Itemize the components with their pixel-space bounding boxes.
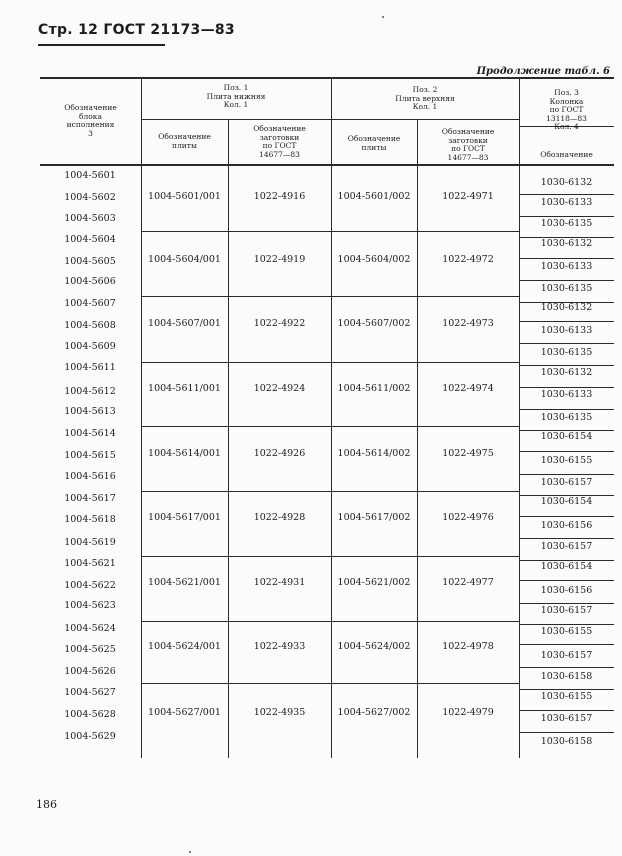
table-top-rule bbox=[40, 77, 614, 79]
data-table bbox=[40, 77, 616, 759]
upper-plate-designation: 1004-5624/002 bbox=[337, 641, 411, 652]
upper-plate-designation: 1004-5607/002 bbox=[337, 318, 411, 329]
column-designation: 1030-6158 bbox=[540, 736, 593, 747]
column-designation: 1030-6155 bbox=[540, 626, 593, 637]
column-cell-rule bbox=[519, 474, 614, 475]
lower-blank-designation: 1022-4919 bbox=[253, 254, 306, 265]
header-rule bbox=[38, 44, 165, 46]
column-cell-rule bbox=[519, 667, 614, 668]
group-rule bbox=[141, 683, 519, 684]
block-column-header-line: Обозначение bbox=[64, 103, 117, 112]
block-designation: 1004-5621 bbox=[64, 558, 116, 569]
group-rule bbox=[141, 621, 519, 622]
block-column-header bbox=[40, 104, 141, 138]
upper-blank-header bbox=[417, 128, 519, 162]
upper-blank-designation: 1022-4978 bbox=[442, 641, 494, 652]
page-number: 186 bbox=[36, 798, 57, 811]
pos2-header bbox=[331, 86, 519, 112]
upper-plate-designation: 1004-5617/002 bbox=[337, 512, 411, 523]
column-cell-rule bbox=[519, 409, 614, 410]
lower-blank-header-line: Обозначение bbox=[253, 124, 306, 133]
pos2-header-line: Плита верхняя bbox=[395, 93, 455, 103]
lower-blank-designation: 1022-4926 bbox=[253, 448, 306, 459]
column-designation: 1030-6135 bbox=[540, 283, 593, 294]
block-designation: 1004-5611 bbox=[64, 362, 116, 373]
column-designation: 1030-6156 bbox=[540, 585, 593, 596]
pos3-header-line: 13118—83 bbox=[546, 113, 587, 123]
lower-plate-designation: 1004-5607/001 bbox=[148, 318, 221, 329]
column-designation-header-line: Обозначение bbox=[540, 150, 593, 159]
block-designation: 1004-5615 bbox=[64, 450, 116, 461]
block-designation: 1004-5607 bbox=[64, 298, 116, 309]
block-designation: 1004-5625 bbox=[64, 644, 116, 655]
lower-blank-designation: 1022-4928 bbox=[253, 512, 306, 523]
column-cell-rule bbox=[519, 580, 614, 581]
lower-plate-designation: 1004-5624/001 bbox=[148, 641, 221, 652]
column-designation: 1030-6133 bbox=[540, 389, 593, 400]
upper-plate-header-line: плиты bbox=[361, 142, 387, 152]
lower-plate-designation: 1004-5617/001 bbox=[148, 512, 221, 523]
pos1-header-line: Поз. 1 bbox=[223, 83, 249, 92]
block-designation: 1004-5624 bbox=[64, 623, 116, 634]
block-designation: 1004-5601 bbox=[64, 170, 116, 181]
lower-blank-header-line: заготовки bbox=[259, 132, 300, 142]
block-designation: 1004-5605 bbox=[64, 256, 116, 267]
pos1-header-line: Плита нижняя bbox=[206, 91, 266, 101]
block-column-header-line: 3 bbox=[88, 128, 93, 138]
column-cell-rule bbox=[519, 538, 614, 539]
group-rule bbox=[141, 491, 519, 492]
column-designation: 1030-6132 bbox=[540, 177, 593, 188]
column-cell-rule bbox=[519, 343, 614, 344]
upper-plate-header-line: Обозначение bbox=[347, 134, 401, 143]
upper-plate-designation: 1004-5604/002 bbox=[337, 254, 411, 265]
group-rule bbox=[141, 426, 519, 427]
block-designation: 1004-5612 bbox=[64, 386, 116, 397]
column-designation: 1030-6135 bbox=[540, 347, 593, 358]
block-designation: 1004-5604 bbox=[64, 234, 116, 245]
block-designation: 1004-5623 bbox=[64, 600, 116, 611]
column-cell-rule bbox=[519, 387, 614, 388]
column-cell-rule bbox=[519, 321, 614, 322]
lower-blank-header bbox=[228, 125, 331, 159]
block-designation: 1004-5626 bbox=[64, 666, 116, 677]
column-cell-rule bbox=[519, 644, 614, 645]
column-cell-rule bbox=[519, 710, 614, 711]
column-designation: 1030-6155 bbox=[540, 455, 593, 466]
header-bottom-rule bbox=[40, 164, 614, 166]
column-cell-rule bbox=[519, 258, 614, 259]
pos1-header bbox=[141, 84, 331, 110]
block-designation: 1004-5618 bbox=[64, 514, 116, 525]
upper-plate-header bbox=[331, 135, 417, 152]
column-designation: 1030-6157 bbox=[540, 477, 593, 488]
column-designation: 1030-6157 bbox=[540, 650, 593, 661]
upper-blank-designation: 1022-4976 bbox=[442, 512, 494, 523]
lower-plate-designation: 1004-5621/001 bbox=[148, 577, 221, 588]
lower-blank-header-line: по ГОСТ bbox=[262, 141, 297, 150]
scan-dot bbox=[382, 16, 384, 18]
pos1-header-line: Кол. 1 bbox=[223, 100, 249, 109]
block-designation: 1004-5613 bbox=[64, 406, 116, 417]
lower-plate-header-line: плиты bbox=[172, 140, 197, 150]
lower-blank-designation: 1022-4916 bbox=[253, 191, 306, 202]
column-designation: 1030-6132 bbox=[540, 302, 593, 313]
column-designation-header bbox=[519, 151, 614, 160]
upper-plate-designation: 1004-5614/002 bbox=[337, 448, 411, 459]
column-designation: 1030-6156 bbox=[540, 520, 593, 531]
lower-plate-designation: 1004-5627/001 bbox=[148, 707, 221, 718]
lower-blank-header-line: 14677—83 bbox=[259, 149, 300, 159]
column-designation: 1030-6132 bbox=[540, 238, 593, 249]
block-designation: 1004-5602 bbox=[64, 192, 116, 203]
block-designation: 1004-5603 bbox=[64, 213, 116, 224]
group-rule bbox=[141, 231, 519, 232]
lower-blank-designation: 1022-4933 bbox=[253, 641, 306, 652]
block-designation: 1004-5606 bbox=[64, 276, 116, 287]
block-designation: 1004-5617 bbox=[64, 493, 116, 504]
column-designation: 1030-6158 bbox=[540, 671, 593, 682]
column-designation: 1030-6135 bbox=[540, 412, 593, 423]
block-designation: 1004-5627 bbox=[64, 687, 116, 698]
column-cell-rule bbox=[519, 732, 614, 733]
upper-blank-designation: 1022-4971 bbox=[442, 191, 494, 202]
column-cell-rule bbox=[519, 216, 614, 217]
lower-plate-designation: 1004-5614/001 bbox=[148, 448, 221, 459]
column-designation: 1030-6157 bbox=[540, 541, 593, 552]
upper-blank-designation: 1022-4977 bbox=[442, 577, 494, 588]
column-cell-rule bbox=[519, 451, 614, 452]
column-cell-rule bbox=[519, 516, 614, 517]
lower-plate-header bbox=[141, 133, 228, 150]
continuation-label: Продолжение табл. 6 bbox=[476, 66, 610, 77]
column-cell-rule bbox=[519, 194, 614, 195]
lower-plate-designation: 1004-5604/001 bbox=[148, 254, 221, 265]
upper-blank-designation: 1022-4979 bbox=[442, 707, 494, 718]
column-designation: 1030-6154 bbox=[540, 496, 593, 507]
block-column-header-line: блока bbox=[79, 111, 102, 121]
lower-blank-designation: 1022-4931 bbox=[253, 577, 306, 588]
upper-blank-designation: 1022-4974 bbox=[442, 383, 494, 394]
column-cell-rule bbox=[519, 280, 614, 281]
upper-plate-designation: 1004-5611/002 bbox=[337, 383, 411, 394]
column-designation: 1030-6135 bbox=[540, 218, 593, 229]
lower-blank-designation: 1022-4922 bbox=[253, 318, 306, 329]
block-designation: 1004-5628 bbox=[64, 709, 116, 720]
lower-plate-designation: 1004-5611/001 bbox=[148, 383, 221, 394]
group-rule bbox=[141, 556, 519, 557]
column-designation: 1030-6133 bbox=[540, 197, 593, 208]
lower-plate-designation: 1004-5601/001 bbox=[148, 191, 221, 202]
upper-blank-designation: 1022-4973 bbox=[442, 318, 494, 329]
upper-plate-designation: 1004-5621/002 bbox=[337, 577, 411, 588]
pos2-header-line: Поз. 2 bbox=[412, 85, 438, 94]
block-column-header-line: исполнения bbox=[66, 120, 115, 129]
upper-plate-designation: 1004-5627/002 bbox=[337, 707, 411, 718]
column-designation: 1030-6132 bbox=[540, 367, 593, 378]
column-cell-rule bbox=[519, 624, 614, 625]
upper-plate-designation: 1004-5601/002 bbox=[337, 191, 411, 202]
upper-blank-header-line: Обозначение bbox=[441, 127, 495, 136]
lower-blank-designation: 1022-4935 bbox=[253, 707, 306, 718]
column-designation: 1030-6154 bbox=[540, 431, 593, 442]
pos3-header-line: Колонка bbox=[549, 96, 584, 106]
column-designation: 1030-6133 bbox=[540, 325, 593, 336]
pos3-header-line: Поз. 3 bbox=[554, 88, 579, 97]
scan-dot bbox=[189, 851, 191, 853]
page-header: Стр. 12 ГОСТ 21173—83 bbox=[38, 22, 235, 38]
column-cell-rule bbox=[519, 689, 614, 690]
block-designation: 1004-5616 bbox=[64, 471, 116, 482]
block-designation: 1004-5622 bbox=[64, 580, 116, 591]
block-designation: 1004-5609 bbox=[64, 341, 116, 352]
lower-plate-header-line: Обозначение bbox=[158, 132, 211, 141]
column-designation: 1030-6157 bbox=[540, 713, 593, 724]
column-designation: 1030-6154 bbox=[540, 561, 593, 572]
lower-blank-designation: 1022-4924 bbox=[253, 383, 306, 394]
block-designation: 1004-5608 bbox=[64, 320, 116, 331]
upper-blank-header-line: по ГОСТ bbox=[451, 144, 485, 153]
subheader-rule bbox=[141, 119, 519, 120]
column-cell-rule bbox=[519, 365, 614, 366]
column-designation: 1030-6157 bbox=[540, 605, 593, 616]
column-cell-rule bbox=[519, 603, 614, 604]
block-designation: 1004-5619 bbox=[64, 537, 116, 548]
pos2-header-line: Кол. 1 bbox=[412, 102, 438, 111]
group-rule bbox=[141, 296, 519, 297]
column-designation: 1030-6155 bbox=[540, 691, 593, 702]
upper-blank-designation: 1022-4972 bbox=[442, 254, 494, 265]
upper-blank-header-line: 14677—83 bbox=[447, 152, 489, 162]
upper-blank-designation: 1022-4975 bbox=[442, 448, 494, 459]
pos3-header bbox=[519, 89, 614, 132]
block-designation: 1004-5614 bbox=[64, 428, 116, 439]
pos3-header-line: по ГОСТ bbox=[549, 105, 584, 114]
group-rule bbox=[141, 362, 519, 363]
block-designation: 1004-5629 bbox=[64, 731, 116, 742]
upper-blank-header-line: заготовки bbox=[448, 135, 488, 145]
column-designation: 1030-6133 bbox=[540, 261, 593, 272]
pos3-header-line: Кол. 4 bbox=[554, 122, 579, 131]
